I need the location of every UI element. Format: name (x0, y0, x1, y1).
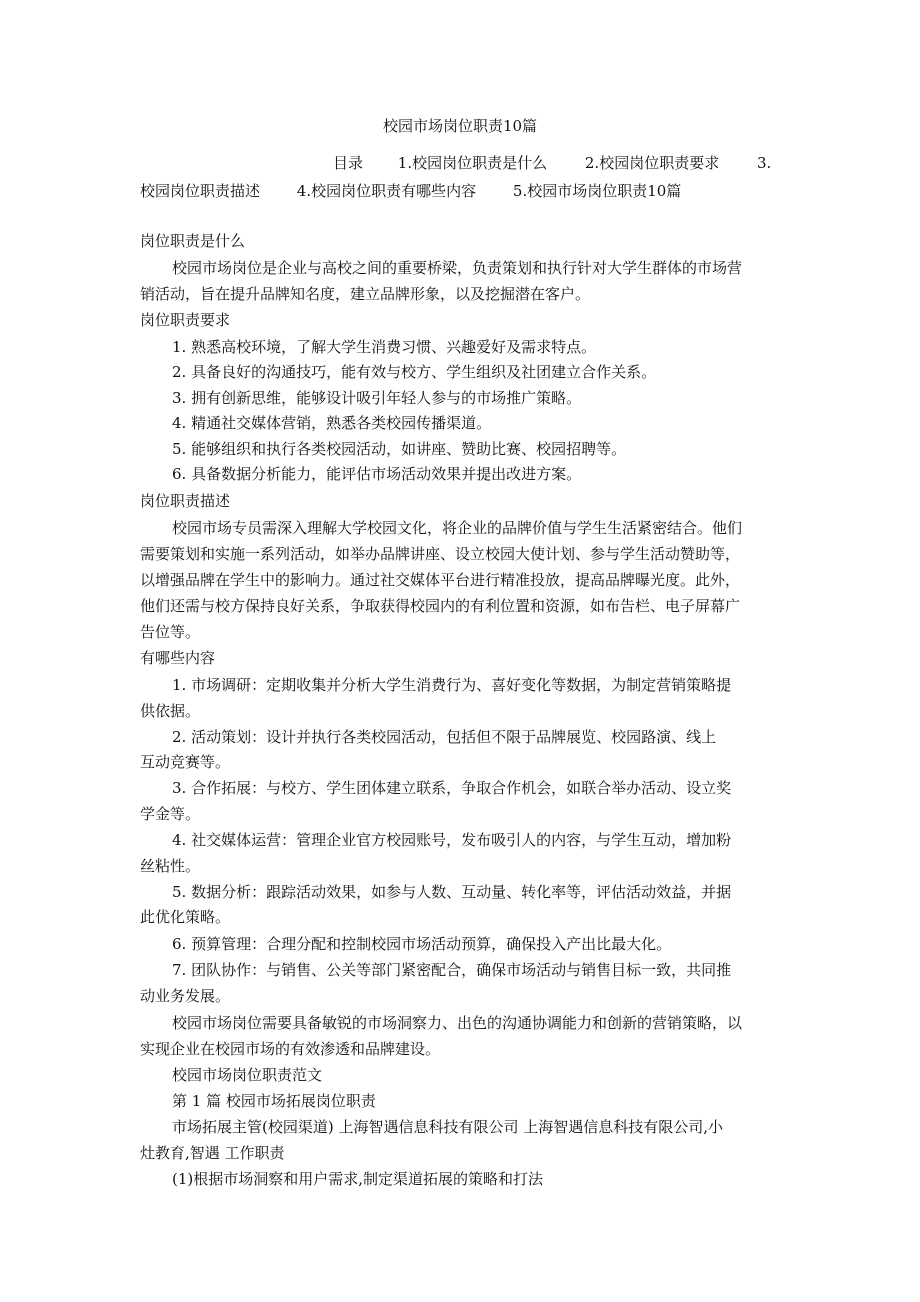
list-item-continuation: 学金等。 (140, 805, 201, 823)
list-item: 7. 团队协作：与销售、公关等部门紧密配合，确保市场活动与销售目标一致，共同推 (172, 961, 732, 979)
list-item: 6. 预算管理：合理分配和控制校园市场活动预算，确保投入产出比最大化。 (172, 935, 672, 953)
article-subheading: 第 1 篇 校园市场拓展岗位职责 (172, 1092, 376, 1110)
list-item-continuation: 此优化策略。 (140, 908, 231, 926)
section-heading-requirements: 岗位职责要求 (140, 311, 231, 329)
list-item: 3. 合作拓展：与校方、学生团体建立联系，争取合作机会，如联合举办活动、设立奖 (172, 779, 732, 797)
list-item: 6. 具备数据分析能力，能评估市场活动效果并提出改进方案。 (172, 465, 582, 483)
toc-item-4[interactable]: 4.校园岗位职责有哪些内容 (296, 182, 477, 200)
list-item: 4. 精通社交媒体营销，熟悉各类校园传播渠道。 (172, 414, 492, 432)
paragraph-line: 校园市场岗位需要具备敏锐的市场洞察力、出色的沟通协调能力和创新的营销策略，以 (172, 1014, 743, 1032)
paragraph-line: 他们还需与校方保持良好关系，争取获得校园内的有利位置和资源，如布告栏、电子屏幕广 (140, 597, 741, 615)
table-of-contents-line-1 (333, 153, 920, 173)
section-heading-description: 岗位职责描述 (140, 492, 231, 510)
table-of-contents-line-2 (140, 181, 785, 201)
paragraph-line: 以增强品牌在学生中的影响力。通过社交媒体平台进行精准投放，提高品牌曝光度。此外， (140, 571, 741, 589)
toc-item-3[interactable]: 校园岗位职责描述 (140, 182, 261, 200)
toc-item-5[interactable]: 5.校园市场岗位职责10篇 (512, 182, 682, 200)
section-heading-what: 岗位职责是什么 (140, 232, 246, 250)
toc-item-3-number[interactable]: 3. (756, 154, 772, 172)
paragraph-line: 告位等。 (140, 623, 201, 641)
list-item: 4. 社交媒体运营：管理企业官方校园账号，发布吸引人的内容，与学生互动，增加粉 (172, 831, 732, 849)
toc-item-1[interactable]: 1.校园岗位职责是什么 (397, 154, 548, 172)
list-item: 1. 熟悉高校环境，了解大学生消费习惯、兴趣爱好及需求特点。 (172, 338, 597, 356)
section-heading-examples: 校园市场岗位职责范文 (172, 1066, 323, 1084)
toc-label: 目录 (333, 154, 364, 172)
page-title: 校园市场岗位职责10篇 (382, 117, 538, 135)
list-item: 2. 具备良好的沟通技巧，能有效与校方、学生组织及社团建立合作关系。 (172, 363, 657, 381)
section-heading-contents: 有哪些内容 (140, 649, 216, 667)
paragraph-line: 销活动，旨在提升品牌知名度，建立品牌形象，以及挖掘潜在客户。 (140, 285, 591, 303)
list-item: 1. 市场调研：定期收集并分析大学生消费行为、喜好变化等数据，为制定营销策略提 (172, 676, 732, 694)
list-item-continuation: 供依据。 (140, 702, 201, 720)
list-item-continuation: 动业务发展。 (140, 987, 231, 1005)
list-item: 5. 数据分析：跟踪活动效果，如参与人数、互动量、转化率等，评估活动效益，并据 (172, 883, 732, 901)
list-item: 5. 能够组织和执行各类校园活动，如讲座、赞助比赛、校园招聘等。 (172, 440, 627, 458)
list-item: 3. 拥有创新思维，能够设计吸引年轻人参与的市场推广策略。 (172, 389, 582, 407)
duty-item: (1)根据市场洞察和用户需求,制定渠道拓展的策略和打法 (172, 1170, 544, 1188)
list-item-continuation: 互动竞赛等。 (140, 753, 231, 771)
paragraph-line: 实现企业在校园市场的有效渗透和品牌建设。 (140, 1040, 441, 1058)
list-item: 2. 活动策划：设计并执行各类校园活动，包括但不限于品牌展览、校园路演、线上 (172, 728, 717, 746)
job-listing-line: 市场拓展主管(校园渠道) 上海智遇信息科技有限公司 上海智遇信息科技有限公司,小 (172, 1118, 724, 1136)
job-listing-line: 灶教育,智遇 工作职责 (140, 1144, 285, 1162)
paragraph-line: 需要策划和实施一系列活动，如举办品牌讲座、设立校园大使计划、参与学生活动赞助等， (140, 545, 741, 563)
toc-item-2[interactable]: 2.校园岗位职责要求 (584, 154, 720, 172)
paragraph-line: 校园市场专员需深入理解大学校园文化，将企业的品牌价值与学生生活紧密结合。他们 (172, 519, 743, 537)
list-item-continuation: 丝粘性。 (140, 857, 201, 875)
paragraph-line: 校园市场岗位是企业与高校之间的重要桥梁，负责策划和执行针对大学生群体的市场营 (172, 259, 743, 277)
